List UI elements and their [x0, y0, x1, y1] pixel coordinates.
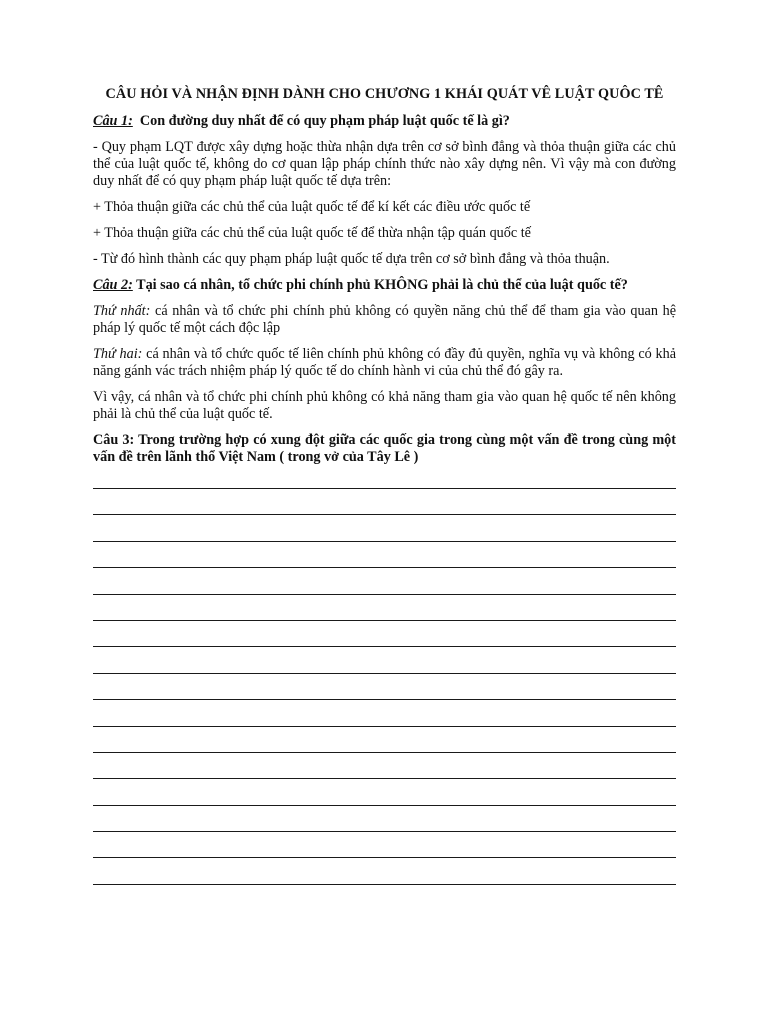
answer-line — [93, 514, 676, 515]
answer-line — [93, 752, 676, 753]
answer-line — [93, 620, 676, 621]
answer-line — [93, 884, 676, 885]
answer-line — [93, 857, 676, 858]
answer-line — [93, 541, 676, 542]
answer-2-first-text: cá nhân và tổ chức phi chính phủ không có quyền năng chủ thể để tham gia vào quan hệ pháp lý quốc tế một cách độc lập — [93, 303, 677, 336]
question-1 — [93, 113, 676, 130]
answer-line — [93, 778, 676, 779]
question-3: Câu 3: Trong trường hợp có xung đột giữa các quốc gia trong cùng một vấn đề trong cùng một vấn đề trên lãnh thổ Việt Nam ( trong vở của Tây Lê ) — [93, 432, 676, 465]
question-1-label: Câu 1: — [93, 113, 133, 129]
document-page — [93, 86, 676, 466]
question-2 — [93, 277, 676, 294]
answer-1-paragraph-4: - Từ đó hình thành các quy phạm pháp luật quốc tế dựa trên cơ sở bình đẳng và thỏa thuận. — [93, 251, 610, 267]
answer-line — [93, 567, 676, 568]
answer-line — [93, 726, 676, 727]
question-2-text: Tại sao cá nhân, tổ chức phi chính phủ KHÔNG phải là chủ thể của luật quốc tế? — [136, 277, 628, 293]
answer-1-paragraph-1: - Quy phạm LQT được xây dựng hoặc thừa nhận dựa trên cơ sở bình đẳng và thỏa thuận giữa các chủ thể của luật quốc tế, không do cơ quan lập pháp chính thức nào xây dựng nên. Vì vậy mà con đường duy nhất để có quy phạm pháp luật quốc tế dựa trên: — [93, 139, 676, 189]
answer-line — [93, 488, 676, 489]
answer-2-second-text: cá nhân và tổ chức quốc tế liên chính phủ không có đầy đủ quyền, nghĩa vụ và không có khả năng gánh vác trách nhiệm pháp lý quốc tế do chính hành vi của chủ thể đó gây ra. — [93, 346, 677, 379]
answer-1-paragraph-2: + Thỏa thuận giữa các chủ thể của luật quốc tế để kí kết các điều ước quốc tế — [93, 199, 531, 215]
answer-2-second-label: Thứ hai: — [93, 346, 143, 362]
question-1-text: Con đường duy nhất để có quy phạm pháp luật quốc tế là gì? — [139, 113, 510, 129]
answer-2-second — [93, 346, 676, 380]
answer-1-paragraph-3: + Thỏa thuận giữa các chủ thể của luật quốc tế để thừa nhận tập quán quốc tế — [93, 225, 531, 241]
answer-line — [93, 699, 676, 700]
answer-2-conclusion: Vì vậy, cá nhân và tổ chức phi chính phủ không có khả năng tham gia vào quan hệ quốc tế nên không phải là chủ thể của luật quốc tế. — [93, 389, 676, 422]
answer-line — [93, 831, 676, 832]
question-2-label: Câu 2: — [93, 277, 133, 293]
answer-lines — [93, 488, 676, 910]
answer-line — [93, 594, 676, 595]
answer-line — [93, 805, 676, 806]
document-title: CÂU HỎI VÀ NHẬN ĐỊNH DÀNH CHO CHƯƠNG 1 KHÁI QUÁT VÊ LUẬT QUÔC TÊ — [105, 86, 664, 102]
answer-line — [93, 673, 676, 674]
answer-2-first-label: Thứ nhất: — [93, 303, 151, 319]
answer-line — [93, 646, 676, 647]
answer-2-first — [93, 303, 676, 337]
